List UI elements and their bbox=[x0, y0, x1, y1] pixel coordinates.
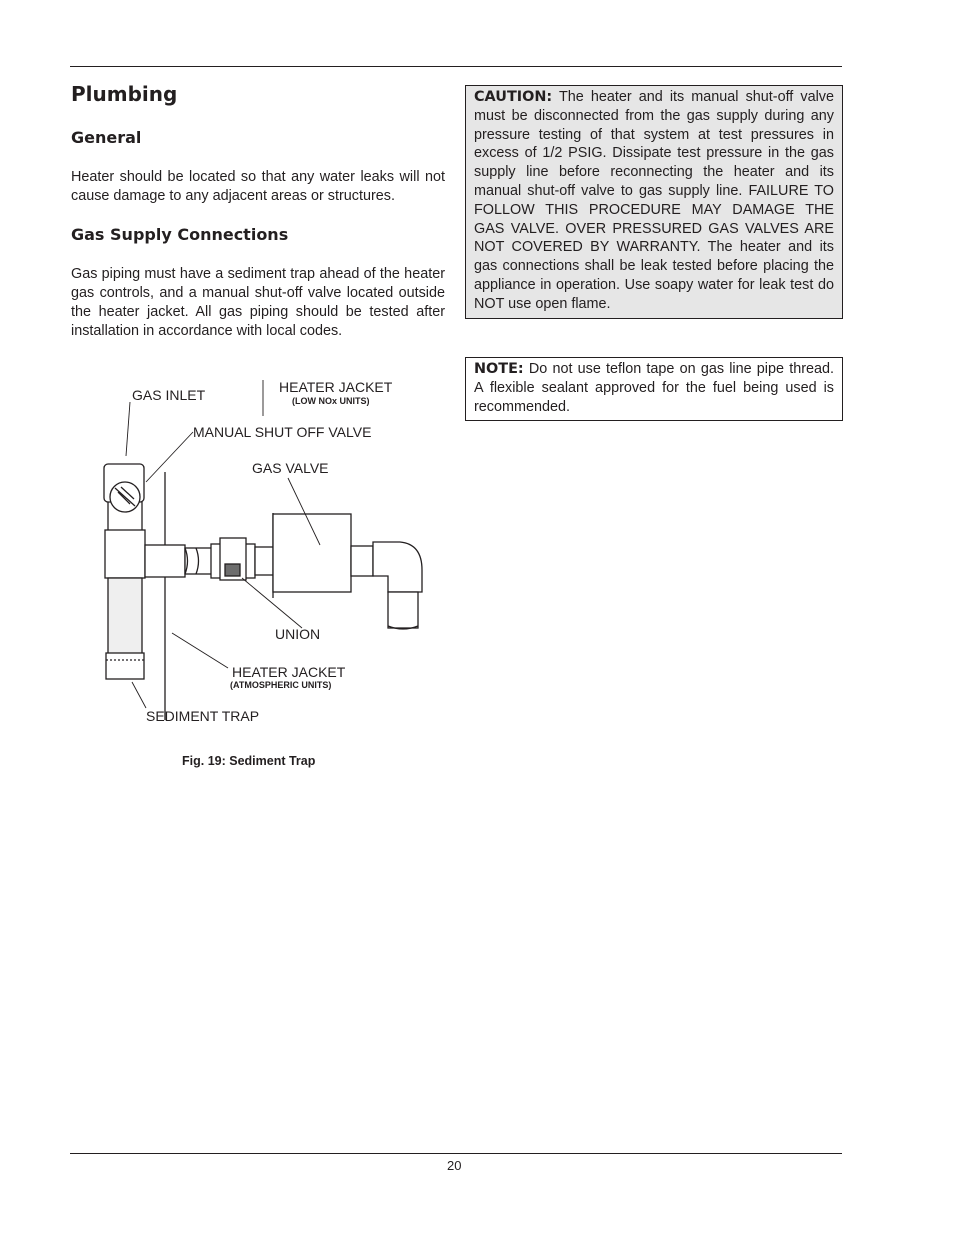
sediment-trap-diagram bbox=[70, 370, 430, 750]
footer-rule bbox=[70, 1153, 842, 1154]
leader-gas-inlet bbox=[126, 402, 130, 456]
union-fitting bbox=[211, 538, 273, 580]
page-number: 20 bbox=[447, 1158, 462, 1173]
label-sediment-trap: SEDIMENT TRAP bbox=[146, 708, 260, 724]
left-column bbox=[71, 80, 445, 339]
gas-supply-heading: Gas Supply Connections bbox=[71, 225, 289, 244]
label-gas-valve: GAS VALVE bbox=[252, 460, 329, 476]
note-text: Do not use teflon tape on gas line pipe thread. A flexible sealant approved for the fuel being used is recommended. bbox=[474, 361, 834, 415]
general-heading: General bbox=[71, 128, 142, 147]
label-heater-jacket-bottom-sub: (ATMOSPHERIC UNITS) bbox=[230, 680, 332, 690]
label-heater-jacket-top: HEATER JACKET bbox=[279, 379, 393, 395]
leader-sediment-trap bbox=[132, 682, 146, 708]
outlet-elbow bbox=[351, 542, 422, 629]
sediment-trap-pipe bbox=[105, 500, 145, 679]
note-lead: NOTE: bbox=[474, 361, 524, 377]
gas-supply-paragraph: Gas piping must have a sediment trap ahead of the heater gas controls, and a manual shut-off valve located outside the heater jacket. All gas piping should be tested after installation in accordance with local codes. bbox=[71, 266, 445, 339]
leader-heater-jacket-bottom bbox=[172, 633, 228, 668]
note-box bbox=[465, 357, 843, 421]
header-rule bbox=[70, 66, 842, 67]
general-paragraph: Heater should be located so that any water leaks will not cause damage to any adjacent areas or structures. bbox=[71, 169, 445, 204]
label-union: UNION bbox=[275, 626, 321, 642]
label-heater-jacket-top-sub: (LOW NOx UNITS) bbox=[292, 396, 370, 406]
horizontal-gas-pipe bbox=[145, 545, 213, 577]
caution-text: The heater and its manual shut-off valve must be disconnected from the gas supply during any pressure testing of that system at test pressures in excess of 1/2 PSIG. Dissipate test pressure in the gas supply line before reconnecting the heater and its manual shut-off valve to gas supply line. FAILURE TO FOLLOW THIS PROCEDURE MAY DAMAGE THE GAS VALVE. OVER PRESSURED GAS VALVES ARE NOT COVERED BY WARRANTY. The heater and its gas connections shall be leak tested before placing the appliance in operation. Use soapy water for leak test do NOT use open flame. bbox=[474, 89, 834, 312]
figure-caption: Fig. 19: Sediment Trap bbox=[182, 754, 316, 768]
section-title: Plumbing bbox=[71, 82, 178, 106]
caution-lead: CAUTION: bbox=[474, 89, 553, 105]
caution-box bbox=[465, 85, 843, 319]
label-heater-jacket-bottom: HEATER JACKET bbox=[232, 664, 346, 680]
label-gas-inlet: GAS INLET bbox=[132, 387, 206, 403]
label-manual-shut-off-valve: MANUAL SHUT OFF VALVE bbox=[193, 424, 372, 440]
gas-valve-body bbox=[273, 514, 351, 592]
leader-manual-valve bbox=[146, 432, 193, 482]
